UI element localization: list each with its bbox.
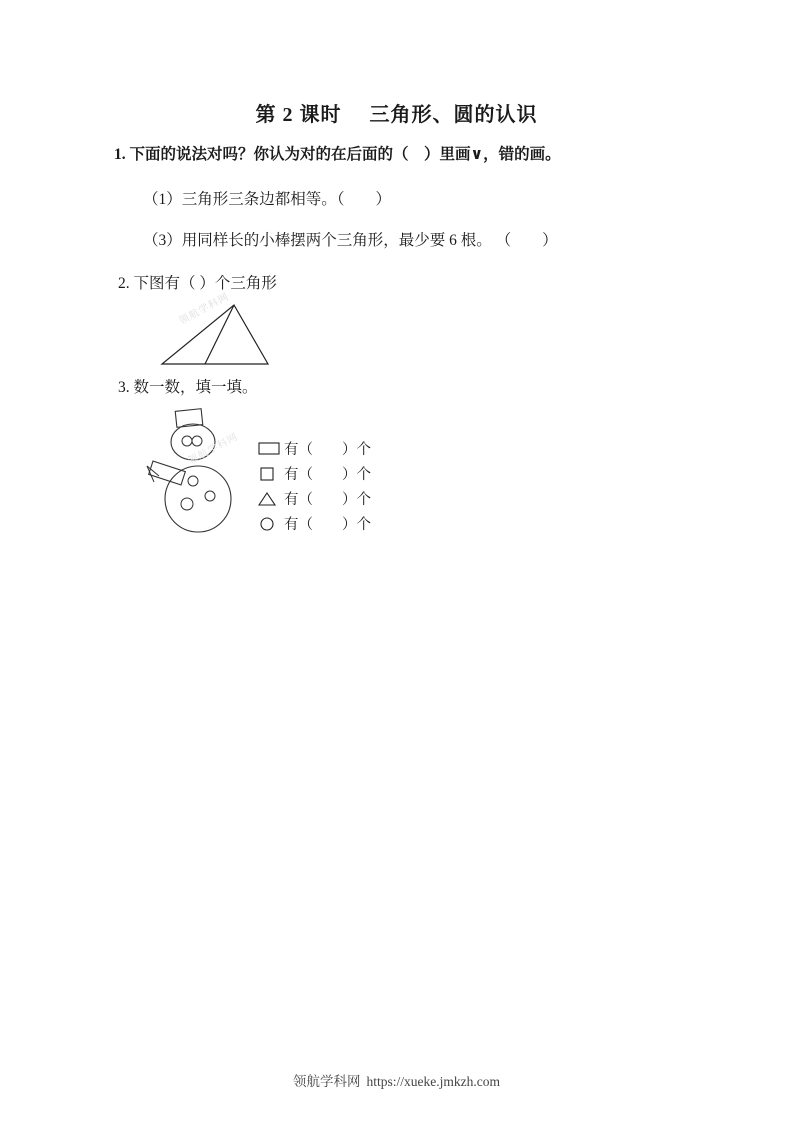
question-1-item-3: （3）用同样长的小棒摆两个三角形，最少要 6 根。 （ ） [143, 232, 558, 249]
list-item [258, 486, 398, 511]
question-3: 3. 数一数，填一填。 [118, 379, 258, 396]
list-item [258, 436, 398, 461]
footer-brand: 领航学科网 [293, 1074, 361, 1089]
page-title [0, 98, 793, 127]
square-icon [258, 467, 284, 481]
count-answer-list [258, 436, 398, 536]
question-1: 1. 下面的说法对吗？你认为对的在后面的（ ）里画∨，错的画。 [114, 146, 561, 163]
count-label: 有（ ）个 [284, 467, 371, 483]
footer-url: https://xueke.jmkzh.com [366, 1074, 500, 1089]
page-title-main: 第 2 课时 [255, 104, 342, 126]
watermark-text-snowman: 领航学科网 [186, 431, 241, 468]
triangle-figure [158, 300, 288, 372]
triangle-icon [258, 492, 284, 506]
page-title-sub: 三角形、圆的认识 [369, 104, 538, 126]
count-label: 有（ ）个 [284, 492, 371, 508]
footer [0, 1070, 793, 1090]
circle-icon [258, 517, 284, 531]
rectangle-icon [258, 442, 284, 455]
snowman-figure-svg [138, 404, 278, 554]
watermark-text-diagram: 领航学科网 [177, 291, 232, 328]
list-item [258, 461, 398, 486]
snowman-figure [138, 404, 278, 554]
question-2: 2. 下图有（ ）个三角形 [118, 275, 277, 292]
list-item [258, 511, 398, 536]
triangle-figure-svg [158, 300, 288, 372]
count-label: 有（ ）个 [284, 442, 371, 458]
question-1-item-1: （1）三角形三条边都相等。（ ） [143, 191, 392, 208]
count-label: 有（ ）个 [284, 517, 371, 533]
